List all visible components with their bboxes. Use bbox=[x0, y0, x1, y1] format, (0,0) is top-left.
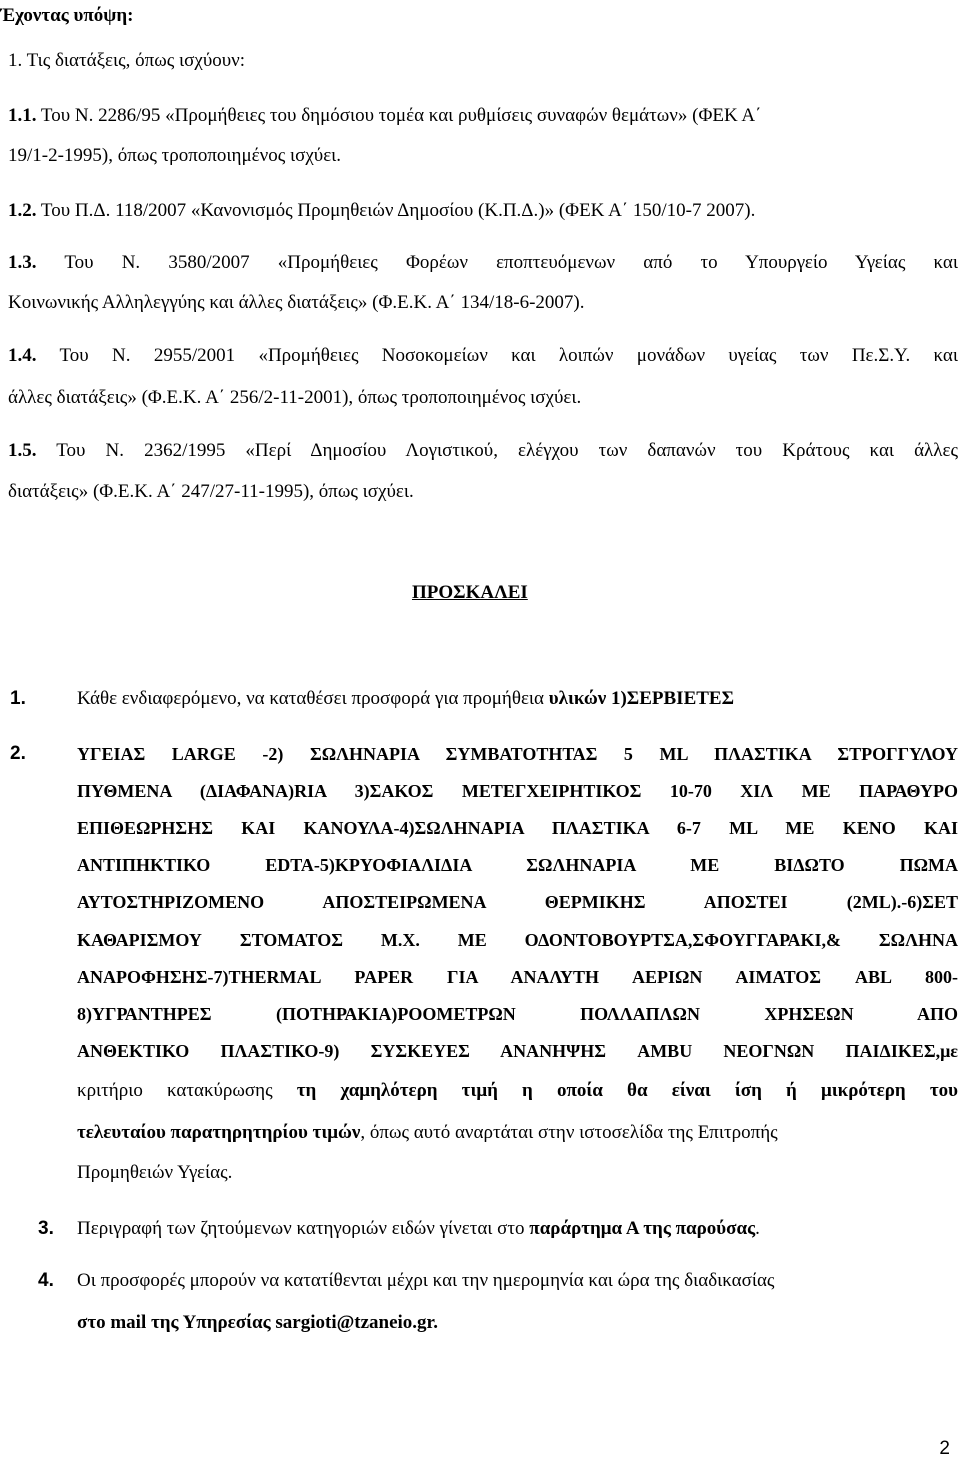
item-3-text: Περιγραφή των ζητούμενων κατηγοριών ειδών γίνεται στο παράρτημα Α της παρούσας. bbox=[77, 1218, 760, 1239]
item-3-number: 3. bbox=[38, 1218, 54, 1239]
item-2-line: ΕΠΙΘΕΩΡΗΣΗΣ ΚΑΙ ΚΑΝΟΥΛΑ-4)ΣΩΛΗΝΑΡΙΑ ΠΛΑΣΤΙΚΑ 6-7 ML ΜΕ ΚΕΝΟ ΚΑΙ bbox=[77, 818, 958, 838]
page-number: 2 bbox=[939, 1438, 950, 1459]
item-2-criterion-end: Προμηθειών Υγείας. bbox=[77, 1162, 233, 1183]
item-2-line: 8)ΥΓΡΑΝΤΗΡΕΣ (ΠΟΤΗΡΑΚΙΑ)ΡΟΟΜΕΤΡΩΝ ΠΟΛΛΑΠΛΩΝ ΧΡΗΣΕΩΝ ΑΠΟ bbox=[77, 1004, 958, 1024]
item-2-criterion-cont: τελευταίου παρατηρητηρίου τιμών, όπως αυτό αναρτάται στην ιστοσελίδα της Επιτροπής bbox=[77, 1122, 778, 1143]
item-2-line: ΥΓΕΙΑΣ LARGE -2) ΣΩΛΗΝΑΡΙΑ ΣΥΜΒΑΤΟΤΗΤΑΣ 5 ML ΠΛΑΣΤΙΚΑ ΣΤΡΟΓΓΥΛΟΥ bbox=[77, 744, 958, 764]
heading: Έχοντας υπόψη: bbox=[0, 5, 134, 26]
item-4-email-line: στο mail της Υπηρεσίας sargioti@tzaneio.gr. bbox=[77, 1312, 438, 1333]
law-1-4-cont: άλλες διατάξεις» (Φ.Ε.Κ. Α΄ 256/2-11-2001), όπως τροποποιημένος ισχύει. bbox=[8, 387, 582, 408]
item-2-line: ΑΝΘΕΚΤΙΚΟ ΠΛΑΣΤΙΚΟ-9) ΣΥΣΚΕΥΕΣ ΑΝΑΝΗΨΗΣ AMBU ΝΕΟΓΝΩΝ ΠΑΙΔΙΚΕΣ,με bbox=[77, 1041, 958, 1061]
item-2-line: ΚΑΘΑΡΙΣΜΟΥ ΣΤΟΜΑΤΟΣ Μ.Χ. ΜΕ ΟΔΟΝΤΟΒΟΥΡΤΣΑ,ΣΦΟΥΓΓΑΡΑΚΙ,& ΣΩΛΗΝΑ bbox=[77, 930, 958, 950]
law-1-5-cont: διατάξεις» (Φ.Ε.Κ. Α΄ 247/27-11-1995), όπως ισχύει. bbox=[8, 481, 414, 502]
item-2-line: ΑΝΑΡΟΦΗΣΗΣ-7)THERMAL PAPER ΓΙΑ ΑΝΑΛΥΤΗ ΑΕΡΙΩΝ ΑΙΜΑΤΟΣ ABL 800- bbox=[77, 967, 958, 987]
item-2-line: ΑΥΤΟΣΤΗΡΙΖΟΜΕΝΟ ΑΠΟΣΤΕΙΡΩΜΕΝΑ ΘΕΡΜΙΚΗΣ ΑΠΟΣΤΕΙ (2ML).-6)ΣΕΤ bbox=[77, 892, 958, 912]
law-1-4: 1.4. Του Ν. 2955/2001 «Προμήθειες Νοσοκομείων και λοιπών μονάδων υγείας των Πε.Σ.Υ. και bbox=[8, 345, 958, 366]
item-4-number: 4. bbox=[38, 1270, 54, 1291]
item-1-text: Κάθε ενδιαφερόμενο, να καταθέσει προσφορά για προμήθεια υλικών 1)ΣΕΡΒΙΕΤΕΣ bbox=[77, 688, 735, 709]
law-1-3: 1.3. Του Ν. 3580/2007 «Προμήθειες Φορέων εποπτευόμενων από το Υπουργείο Υγείας και bbox=[8, 252, 958, 273]
invites-heading: ΠΡΟΣΚΑΛΕΙ bbox=[412, 582, 528, 603]
item-4-text: Οι προσφορές μπορούν να κατατίθενται μέχρι και την ημερομηνία και ώρα της διαδικασίας bbox=[77, 1270, 775, 1291]
law-1-3-cont: Κοινωνικής Αλληλεγγύης και άλλες διατάξεις» (Φ.Ε.Κ. Α΄ 134/18-6-2007). bbox=[8, 292, 585, 313]
law-1-1-cont: 19/1-2-1995), όπως τροποποιημένος ισχύει. bbox=[8, 145, 342, 166]
item-2-criterion: κριτήριο κατακύρωσης τη χαμηλότερη τιμή η οποία θα είναι ίση ή μικρότερη του bbox=[77, 1080, 958, 1101]
law-1-5: 1.5. Του Ν. 2362/1995 «Περί Δημοσίου Λογιστικού, ελέγχου των δαπανών του Κράτους και άλλες bbox=[8, 440, 958, 461]
item-2-line: ΑΝΤΙΠΗΚΤΙΚΟ EDTA-5)ΚΡΥΟΦΙΑΛΙΔΙΑ ΣΩΛΗΝΑΡΙΑ ΜΕ ΒΙΔΩΤΟ ΠΩΜΑ bbox=[77, 855, 958, 875]
item-1-number: 1. bbox=[10, 688, 26, 709]
law-1-1: 1.1. Του Ν. 2286/95 «Προμήθειες του δημόσιου τομέα και ρυθμίσεις συναφών θεμάτων» (ΦΕΚ Α΄ bbox=[8, 105, 762, 126]
intro: 1. Τις διατάξεις, όπως ισχύουν: bbox=[8, 50, 246, 71]
law-1-2: 1.2. Του Π.Δ. 118/2007 «Κανονισμός Προμηθειών Δημοσίου (Κ.Π.Δ.)» (ΦΕΚ Α΄ 150/10-7 2007). bbox=[8, 200, 756, 221]
item-2-number: 2. bbox=[10, 743, 26, 764]
item-2-line: ΠΥΘΜΕΝΑ (ΔΙΑΦΑΝΑ)RIA 3)ΣΑΚΟΣ ΜΕΤΕΓΧΕΙΡΗΤΙΚΟΣ 10-70 ΧΙΛ ΜΕ ΠΑΡΑΘΥΡΟ bbox=[77, 781, 958, 801]
